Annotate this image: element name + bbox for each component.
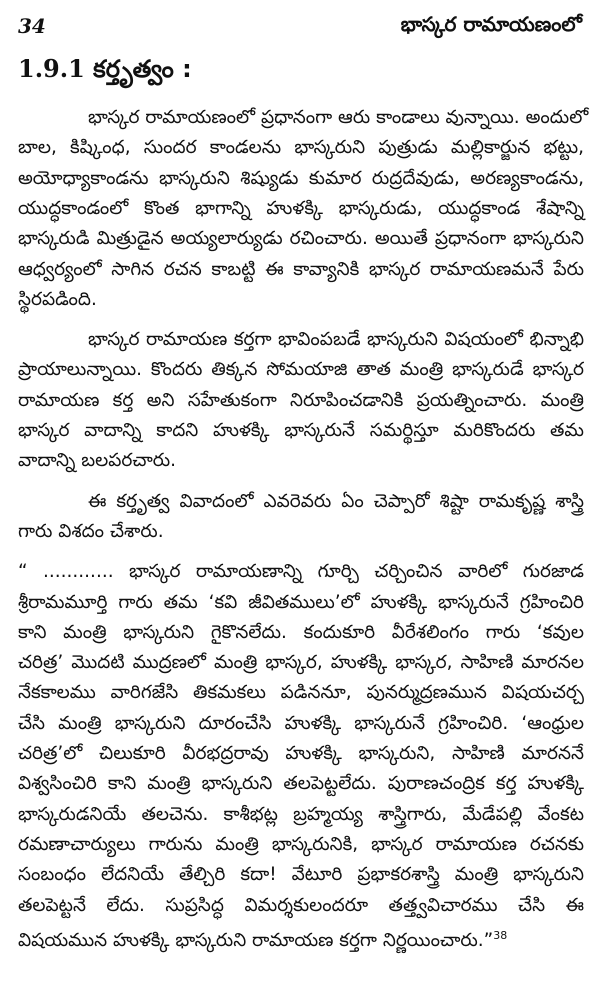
line-text: ఆధ్వర్యంలో సాగిన రచన కాబట్టి ఈ కావ్యానికి భాస్కర రామాయణమనే పేరు — [18, 258, 584, 280]
line-text: చరిత్ర’లో చిలుకూరి వీరభద్రరావు హుళక్కి భాస్కరుని, సాహిణి మారననే — [18, 743, 584, 764]
line-text: స్థిరపడింది. — [18, 288, 97, 310]
text-line — [18, 680, 584, 706]
line-text: భాస్కర వాదాన్ని కాదని హుళక్కి భాస్కరునే సమర్థిస్తూ మరికొందరు తమ — [18, 420, 584, 441]
line-text: చరిత్ర’ మొదటి ముద్రణలో మంత్రి భాస్కర, హుళక్కి భాస్కర, సాహిణి మారనల — [18, 652, 584, 674]
text-line — [88, 327, 584, 353]
text-line — [18, 196, 584, 222]
line-text: యుద్ధకాండంలో కొంత భాగాన్ని హుళక్కి భాస్కరుడు, యుద్ధకాండ శేషాన్ని — [18, 197, 584, 219]
text-line — [18, 590, 584, 616]
line-text: చేసి మంత్రి భాస్కరుని దూరంచేసి హుళక్కి భాస్కరునే గ్రహించిరి. ‘ఆంధ్రుల — [18, 712, 584, 734]
text-line — [18, 711, 584, 737]
line-text: నేకకాలము వారిగజేసి తికమకలు పడిననూ, పునర్ముద్రణమున విషయచర్చ — [18, 682, 584, 704]
text-line — [18, 650, 584, 676]
section-heading — [18, 54, 192, 89]
text-line — [18, 357, 584, 383]
line-text: గారు విశదం చేశారు. — [18, 520, 164, 542]
text-line — [18, 418, 584, 444]
line-text: “ ............ భాస్కర రామాయణాన్ని గూర్చి చర్చించిన వారిలో గురజాడ — [18, 561, 584, 583]
line-text: రామాయణ కర్త అని సహేతుకంగా నిరూపించడానికి ప్రయత్నించారు. మంత్రి — [18, 389, 584, 411]
text-line — [18, 741, 584, 767]
text-line — [18, 519, 584, 545]
page-number: 34 — [18, 14, 46, 38]
text-line — [18, 862, 584, 888]
running-title: భాస్కర రామాయణంలో — [400, 12, 582, 36]
text-line — [18, 135, 584, 161]
line-text: విశ్వసించిరి కాని మంత్రి భాస్కరుని తలపెట్టలేదు. పురాణచంద్రిక కర్త హుళక్కి — [18, 773, 584, 795]
text-line — [18, 620, 584, 646]
line-text: అయోధ్యాకాండను భాస్కరుని శిష్యుడు కుమార రుద్రదేవుడు, అరణ్యకాండను, — [18, 167, 584, 189]
section-number: 1.9.1 — [18, 54, 85, 83]
text-line — [18, 287, 584, 313]
text-line — [18, 448, 584, 474]
text-line — [18, 832, 584, 858]
text-line — [18, 802, 584, 828]
line-text: భాస్కరుడనియే తలచెను. కాశీభట్ల బ్రహ్మయ్య శాస్త్రిగారు, మేడేపల్లి వేంకట — [18, 803, 584, 825]
line-text: శ్రీరామమూర్తి గారు తమ ‘కవి జీవితములు’లో హుళక్కి భాస్కరునే గ్రహించిరి — [18, 591, 584, 613]
line-text: భాస్కరుడి మిత్రుడైన అయ్యలార్యుడు రచించారు. అయితే ప్రధానంగా భాస్కరుని — [18, 228, 584, 250]
text-line — [88, 489, 584, 515]
line-text: భాస్కర రామాయణంలో ప్రధానంగా ఆరు కాండాలు వున్నాయి. అందులో — [88, 107, 589, 128]
text-line — [18, 559, 584, 585]
line-text: భాస్కర రామాయణ కర్తగా భావింపబడే భాస్కరుని విషయంలో భిన్నాభి — [88, 329, 584, 351]
line-text: ప్రాయాలున్నాయి. కొందరు తిక్కన సోమయాజి తాత మంత్రి భాస్కరుడే భాస్కర — [18, 359, 584, 381]
line-text: తలపెట్టనే లేదు. సుప్రసిద్ధ విమర్శకులందరూ తత్త్వవిచారము చేసి ఈ — [18, 894, 584, 916]
footnote-reference: 38 — [493, 928, 508, 942]
text-line — [18, 771, 584, 797]
text-line — [18, 226, 584, 252]
text-line — [18, 257, 584, 283]
text-line — [88, 105, 589, 131]
line-text: సంబంధం లేదనియే తేల్చిరి కదా! వేటూరి ప్రభాకరశాస్త్రి మంత్రి భాస్కరుని — [18, 864, 584, 886]
line-text: వాదాన్ని బలపరచారు. — [18, 450, 177, 472]
line-text: ఈ కర్తృత్వ వివాదంలో ఎవరెవరు ఏం చెప్పారో శిష్టా రామకృష్ణ శాస్త్రి — [88, 490, 584, 512]
text-line — [18, 923, 584, 949]
line-text: రమణాచార్యులు గారును మంత్రి భాస్కరునికి, భాస్కర రామాయణ రచనకు — [18, 833, 584, 855]
section-title: కర్తృత్వం : — [93, 55, 192, 83]
text-line — [18, 166, 584, 192]
text-line — [18, 388, 584, 414]
line-text: కాని మంత్రి భాస్కరుని గైకొనలేదు. కందుకూరి వీరేశలింగం గారు ‘కవుల — [18, 621, 584, 643]
line-text: విషయమున హుళక్కి భాస్కరుని రామాయణ కర్తగా నిర్ణయించారు.” — [18, 929, 494, 951]
text-line — [18, 893, 584, 919]
line-text: బాల, కిష్కింధ, సుందర కాండలను భాస్కరుని పుత్రుడు మల్లికార్జున భట్టు, — [18, 137, 584, 159]
